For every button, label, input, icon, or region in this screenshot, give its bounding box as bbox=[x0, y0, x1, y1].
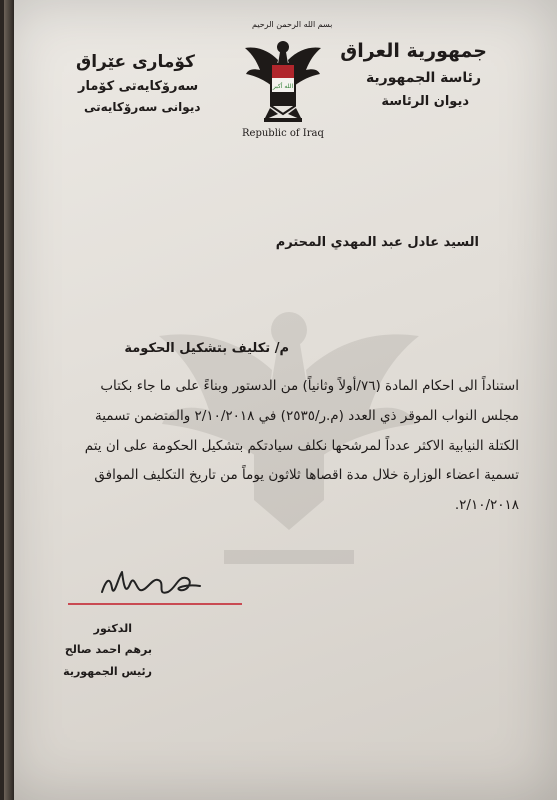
header-office-ku: دیوانی سەرۆکایەتی bbox=[84, 100, 201, 114]
body-line: استناداً الى احكام المادة (٧٦/أولاً وثانياً) من الدستور وبناءً على ما جاء بكتاب bbox=[100, 378, 519, 394]
signature-line bbox=[68, 603, 242, 605]
header-presidency-ku: سەرۆکایەتی کۆمار bbox=[78, 79, 199, 94]
header-presidency-ar: رئاسة الجمهورية bbox=[365, 70, 481, 86]
body-line: ٢/١٠/٢٠١٨. bbox=[454, 497, 519, 513]
body-line: الكتلة النيابية الاكثر عدداً لمرشحها نكلف سيادتكم بتشكيل الحكومة على ان يتم bbox=[84, 438, 519, 454]
signatory-position: رئيس الجمهورية bbox=[63, 665, 152, 678]
svg-text:الله أكبر: الله أكبر bbox=[272, 83, 294, 90]
basmala: بسم الله الرحمن الرحيم bbox=[252, 20, 333, 29]
header-country-ku: كۆماری عێراق bbox=[76, 52, 195, 72]
signatory-title: الدكتور bbox=[93, 622, 132, 635]
republic-caption: Republic of Iraq bbox=[242, 128, 324, 139]
letter-sheet bbox=[4, 0, 557, 800]
page-edge bbox=[4, 0, 14, 800]
body-line: تسمية اعضاء الوزارة خلال مدة اقصاها ثلاثون يوماً من تاريخ التكليف الموافق bbox=[94, 467, 519, 483]
body-line: مجلس النواب الموقر ذي العدد (م.ر/٢٥٣٥) في ٢/١٠/٢٠١٨ والمتضمن تسمية bbox=[94, 408, 519, 424]
eagle-emblem-icon bbox=[242, 36, 324, 124]
header-office-ar: ديوان الرئاسة bbox=[381, 94, 469, 109]
addressee: السيد عادل عبد المهدي المحترم bbox=[275, 235, 479, 250]
header-country-ar: جمهورية العراق bbox=[340, 40, 487, 62]
handwritten-signature bbox=[96, 558, 206, 602]
subject-line: م/ تكليف بتشكيل الحكومة bbox=[124, 341, 289, 356]
signatory-name: برهم احمد صالح bbox=[64, 643, 152, 656]
